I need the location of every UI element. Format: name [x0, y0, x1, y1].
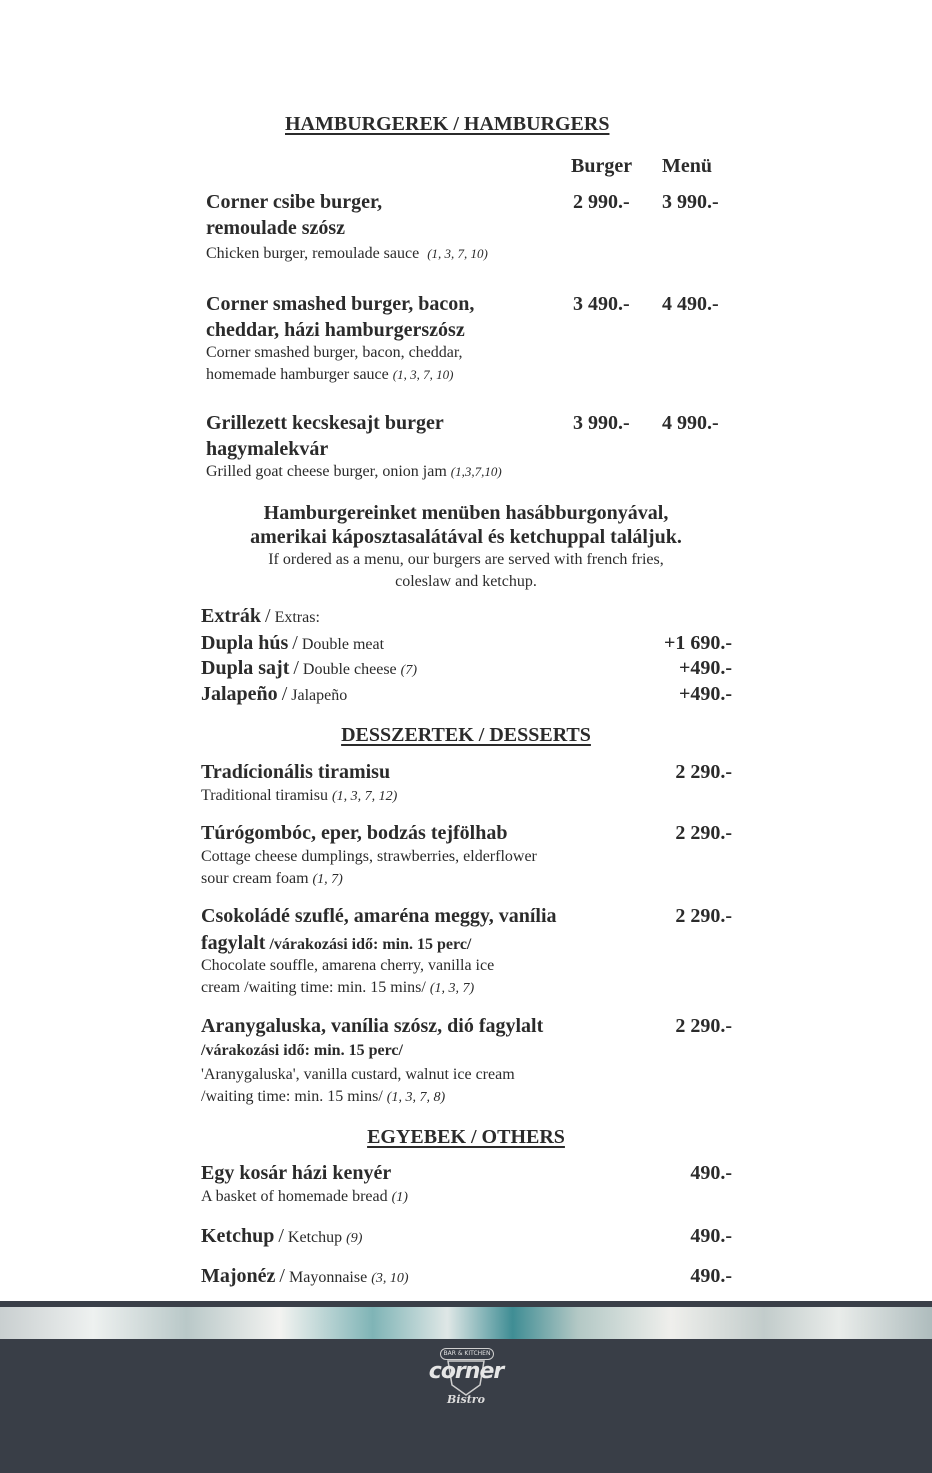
extra-item: Dupla hús / Double meat: [201, 632, 385, 654]
other-price: 490.-: [690, 1265, 732, 1287]
allergen-codes: (3, 10): [371, 1271, 409, 1286]
burger-name: Grillezett kecskesajt burger: [206, 412, 444, 434]
other-desc: A basket of homemade bread (1): [201, 1188, 408, 1205]
extra-price: +1 690.-: [663, 632, 732, 654]
extra-price: +490.-: [678, 657, 732, 679]
col-burger-header: Burger: [571, 155, 633, 177]
hamburgers-title: HAMBURGEREK / HAMBURGERS: [285, 113, 610, 135]
menu-note-en: If ordered as a menu, our burgers are served with french fries,: [268, 551, 664, 568]
burger-desc: Chicken burger, remoulade sauce (1, 3, 7, 10): [206, 245, 488, 262]
waiting-time: /várakozási idő: min. 15 perc/: [201, 1042, 403, 1059]
extra-item: Dupla sajt / Double cheese (7): [201, 657, 417, 679]
other-item: Majonéz / Mayonnaise (3, 10): [201, 1265, 409, 1287]
corner-bistro-logo: [418, 1347, 514, 1411]
burger-desc-line2: homemade hamburger sauce (1, 3, 7, 10): [206, 366, 454, 383]
footer: [0, 1339, 932, 1473]
burger-price: 3 490.-: [573, 293, 630, 315]
extra-price: +490.-: [678, 683, 732, 705]
other-item: Ketchup / Ketchup (9): [201, 1225, 363, 1247]
footer-top-edge: [0, 1301, 932, 1307]
menu-price: 4 990.-: [662, 412, 719, 434]
other-name: Egy kosár házi kenyér: [201, 1162, 392, 1184]
dessert-desc-line2: /waiting time: min. 15 mins/ (1, 3, 7, 8): [201, 1088, 446, 1105]
menu-note-hu-line2: amerikai káposztasalátával és ketchuppal találjuk.: [250, 526, 682, 548]
burger-name-line2: hagymalekvár: [206, 438, 329, 460]
other-price: 490.-: [690, 1162, 732, 1184]
dessert-name: Aranygaluska, vanília szósz, dió fagylalt: [201, 1015, 544, 1037]
burger-price: 3 990.-: [573, 412, 630, 434]
dessert-name: Túrógombóc, eper, bodzás tejfölhab: [201, 822, 508, 844]
burger-name-line2: remoulade szósz: [206, 217, 346, 239]
dessert-desc-line2: cream /waiting time: min. 15 mins/ (1, 3, 7): [201, 979, 475, 996]
allergen-codes: (7): [400, 663, 417, 678]
allergen-codes: (1, 3, 7, 10): [392, 367, 454, 382]
burger-name: Corner csibe burger,: [206, 191, 383, 213]
allergen-codes: (1, 3, 7, 10): [427, 246, 488, 261]
allergen-codes: (1): [391, 1190, 408, 1205]
burger-desc: Grilled goat cheese burger, onion jam (1,3,7,10): [206, 463, 502, 480]
logo-wordmark: corner: [428, 1359, 504, 1384]
dessert-name-line2: fagylalt /várakozási idő: min. 15 perc/: [201, 932, 472, 954]
allergen-codes: (1, 3, 7, 8): [386, 1090, 446, 1105]
menu-price: 3 990.-: [662, 191, 719, 213]
extras-title: Extrák / Extras:: [201, 605, 320, 627]
dessert-desc: 'Aranygaluska', vanilla custard, walnut ice cream: [201, 1066, 515, 1083]
burger-desc: Corner smashed burger, bacon, cheddar,: [206, 344, 463, 361]
dessert-desc-line2: sour cream foam (1, 7): [201, 870, 343, 887]
others-title: EGYEBEK / OTHERS: [367, 1126, 565, 1148]
menu-note-en-line2: coleslaw and ketchup.: [395, 573, 537, 590]
allergen-codes: (1,3,7,10): [450, 464, 502, 479]
logo-top-label: BAR & KITCHEN: [440, 1348, 494, 1360]
dessert-price: 2 290.-: [675, 905, 732, 927]
dessert-desc: Traditional tiramisu (1, 3, 7, 12): [201, 787, 398, 804]
allergen-codes: (9): [346, 1231, 363, 1246]
burger-name: Corner smashed burger, bacon,: [206, 293, 475, 315]
waiting-time: /várakozási idő: min. 15 perc/: [269, 936, 472, 953]
menu-price: 4 490.-: [662, 293, 719, 315]
allergen-codes: (1, 3, 7, 12): [331, 789, 398, 804]
col-menu-header: Menü: [662, 155, 712, 177]
desserts-title: DESSZERTEK / DESSERTS: [341, 724, 591, 746]
burger-name-line2: cheddar, házi hamburgerszósz: [206, 319, 465, 341]
dessert-price: 2 290.-: [675, 1015, 732, 1037]
burger-price: 2 990.-: [573, 191, 630, 213]
logo-subtitle: Bistro: [447, 1393, 485, 1406]
extra-item: Jalapeño / Jalapeño: [201, 683, 348, 705]
dessert-price: 2 290.-: [675, 822, 732, 844]
other-price: 490.-: [690, 1225, 732, 1247]
marble-band: [0, 1303, 932, 1339]
dessert-desc: Chocolate souffle, amarena cherry, vanilla ice: [201, 957, 495, 974]
allergen-codes: (1, 3, 7): [429, 981, 475, 996]
dessert-name: Tradícionális tiramisu: [201, 761, 391, 783]
dessert-name: Csokoládé szuflé, amaréna meggy, vanília: [201, 905, 557, 927]
menu-note-hu: Hamburgereinket menüben hasábburgonyával,: [263, 502, 669, 524]
dessert-price: 2 290.-: [675, 761, 732, 783]
allergen-codes: (1, 7): [312, 872, 343, 887]
dessert-desc: Cottage cheese dumplings, strawberries, elderflower: [201, 848, 537, 865]
